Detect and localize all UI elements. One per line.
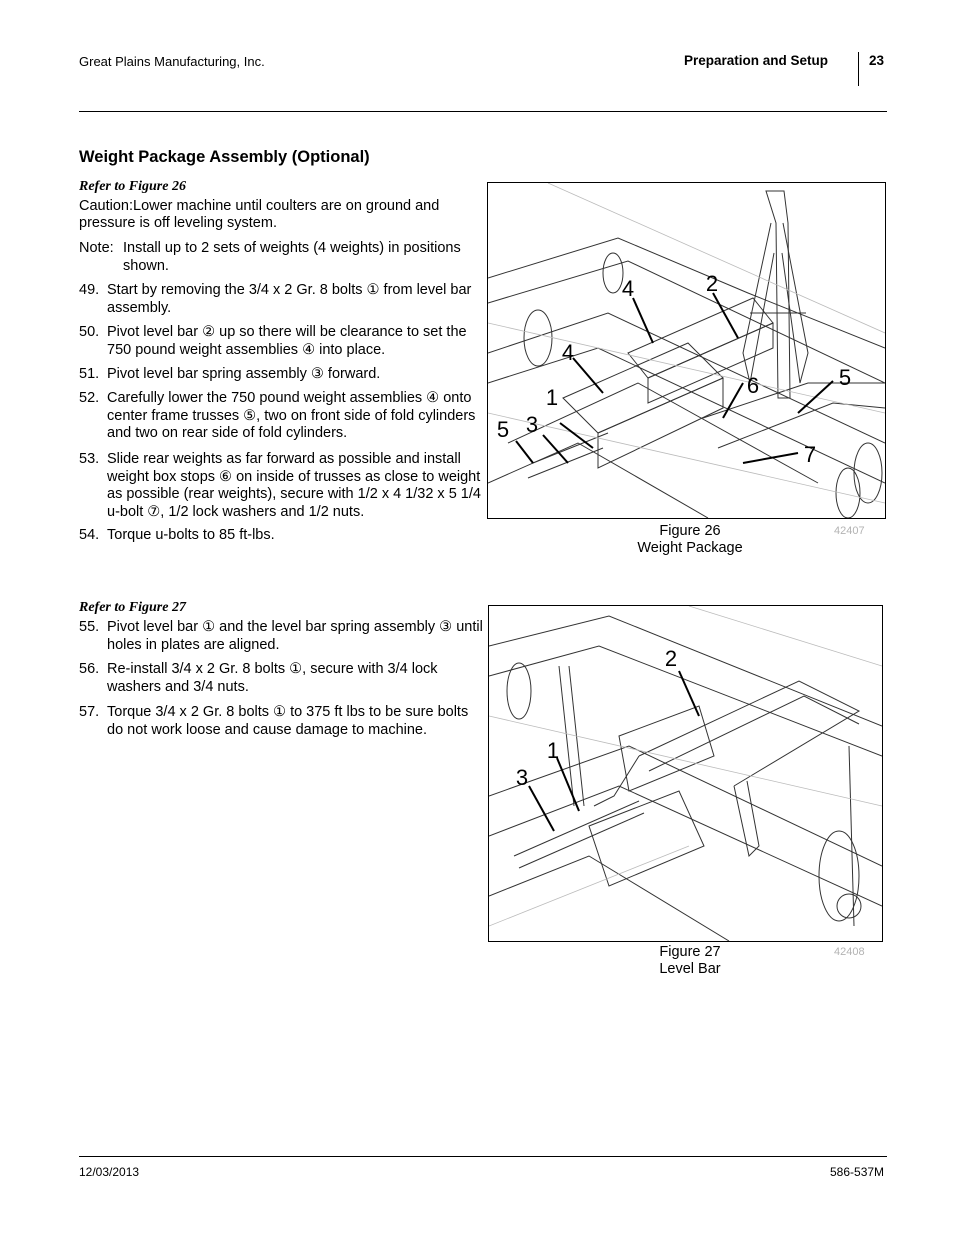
header-section: Preparation and Setup xyxy=(684,53,829,68)
note-text: Install up to 2 sets of weights (4 weights) in positions shown. xyxy=(123,240,461,274)
step-text: Pivot level bar spring assembly ③ forward. xyxy=(107,366,381,382)
step-number: 56. xyxy=(79,661,100,677)
step-number: 50. xyxy=(79,324,100,340)
step-text: Torque 3/4 x 2 Gr. 8 bolts ① to 375 ft lbs to be sure bolts do not work loose and cause damage to machine. xyxy=(107,704,469,738)
figure27-caption-title: Level Bar xyxy=(659,961,721,977)
page-number: 23 xyxy=(869,53,885,68)
fig26-callout-4-mid: 4 xyxy=(561,340,575,365)
step-text: Pivot level bar ② up so there will be clearance to set the 750 pound weight assemblies ④ into place. xyxy=(107,324,467,358)
fig27-callout-3: 3 xyxy=(515,765,529,790)
footer-rule xyxy=(79,1156,887,1157)
fig26-callout-3: 3 xyxy=(525,412,539,437)
step-text: Slide rear weights as far forward as possible and install weight box stops ⑥ on inside of trusses as close to weight as possible (rear weights), secure with 1/2 x 4 1/32 x 5 1/4 u-bolt ⑦, 1/2 lock washers and 1/2 nuts. xyxy=(107,451,481,520)
fig26-callout-4-top: 4 xyxy=(621,276,635,301)
fig26-callout-2: 2 xyxy=(705,271,719,296)
fig26-callout-5-left: 5 xyxy=(496,417,510,442)
weight-package-illustration xyxy=(488,183,885,518)
step-number: 54. xyxy=(79,527,100,543)
step-text: Re-install 3/4 x 2 Gr. 8 bolts ①, secure with 3/4 lock washers and 3/4 nuts. xyxy=(107,661,438,695)
note-label: Note: xyxy=(79,240,114,256)
step-text: Carefully lower the 750 pound weight assemblies ④ onto center frame trusses ⑤, two on front side of fold cylinders and two on rear side of fold cylinders. xyxy=(107,390,476,441)
figure26-image xyxy=(487,182,886,519)
figure27-image xyxy=(488,605,883,942)
fig26-callout-1: 1 xyxy=(545,385,559,410)
figure26-caption-title: Weight Package xyxy=(637,540,743,556)
step-56 xyxy=(79,661,484,696)
caution-text: Caution:Lower machine until coulters are on ground and pressure is off leveling system. xyxy=(79,198,440,231)
step-text: Start by removing the 3/4 x 2 Gr. 8 bolts ① from level bar assembly. xyxy=(107,282,472,316)
step-number: 57. xyxy=(79,704,100,720)
header-divider xyxy=(858,52,859,86)
step-number: 53. xyxy=(79,451,100,467)
fig26-callout-7: 7 xyxy=(803,442,817,467)
step-52 xyxy=(79,390,484,443)
figure26-caption-number: Figure 26 xyxy=(659,523,721,539)
figure27-reference: Refer to Figure 27 xyxy=(79,600,186,615)
footer-doc-number: 586-537M xyxy=(830,1165,885,1179)
step-50 xyxy=(79,324,484,359)
figure26-reference: Refer to Figure 26 xyxy=(79,179,186,194)
fig27-callout-1: 1 xyxy=(546,738,560,763)
step-text: Pivot level bar ① and the level bar spring assembly ③ until holes in plates are aligned. xyxy=(107,619,483,653)
figure26-id: 42407 xyxy=(834,525,865,537)
footer-date: 12/03/2013 xyxy=(79,1165,140,1179)
step-54 xyxy=(79,527,484,545)
step-text: Torque u-bolts to 85 ft-lbs. xyxy=(107,527,275,543)
fig26-callout-6: 6 xyxy=(746,373,760,398)
figure26-caption xyxy=(620,523,760,557)
fig26-callout-5-right: 5 xyxy=(838,365,852,390)
section-title: Weight Package Assembly (Optional) xyxy=(79,148,370,166)
header-rule xyxy=(79,111,887,112)
figure27-caption-number: Figure 27 xyxy=(659,944,721,960)
step-57 xyxy=(79,704,484,739)
figure27-id: 42408 xyxy=(834,946,865,958)
step-53 xyxy=(79,451,484,521)
step-number: 49. xyxy=(79,282,100,298)
note xyxy=(79,240,484,275)
header-company: Great Plains Manufacturing, Inc. xyxy=(79,54,265,69)
step-number: 51. xyxy=(79,366,100,382)
step-number: 52. xyxy=(79,390,100,406)
fig27-callout-2: 2 xyxy=(664,646,678,671)
step-51 xyxy=(79,366,484,384)
level-bar-illustration xyxy=(489,606,882,941)
step-55 xyxy=(79,619,484,654)
step-49 xyxy=(79,282,484,317)
figure27-caption xyxy=(620,944,760,978)
step-number: 55. xyxy=(79,619,100,635)
